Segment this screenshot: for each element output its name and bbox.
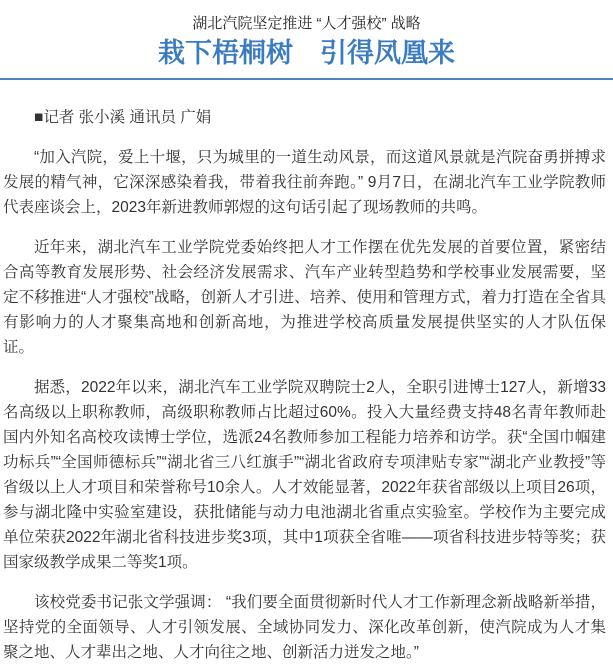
- article-page: [0, 14, 613, 665]
- article-paragraph: 该校党委书记张文学强调： “我们要全面贯彻新时代人才工作新理念新战略新举措，坚持党的全面领导、人才引领发展、全域协同发力、深化改革创新，使汽院成为人才集聚之地、人才辈出之地、人才向往之地、创新活力迸发之地。”: [3, 594, 606, 661]
- article-supertitle: 湖北汽院坚定推进 “人才强校” 战略: [192, 15, 421, 32]
- article-paragraph: “加入汽院，爱上十堰，只为城里的一道生动风景，而这道风景就是汽院奋勇拼搏求发展的精气神，它深深感染着我，带着我往前奔跑。” 9月7日，在湖北汽车工业学院教师代表座谈会上，2023年新进教师郭煜的这句话引起了现场教师的共鸣。: [3, 149, 606, 216]
- article-paragraph: 据悉，2022年以来，湖北汽车工业学院双聘院士2人，全职引进博士127人，新增33名高级以上职称教师，高级职称教师占比超过60%。投入大量经费支持48名青年教师赴国内外知名高校攻读博士学位，选派24名教师参加工程能力培养和访学。获“全国巾帼建功标兵”“全国师德标兵”“湖北省三八红旗手”“湖北省政府专项津贴专家”“湖北产业教授”等省级以上人才项目和荣誉称号10余人。人才效能显著，2022年获省部级以上项目26项，参与湖北隆中实验室建设，获批储能与动力电池湖北省重点实验室。学校作为主要完成单位荣获2022年湖北省科技进步奖3项，其中1项获全省唯——项省科技进步特等奖；获国家级教学成果二等奖1项。: [3, 379, 606, 571]
- article-paragraph: 近年来，湖北汽车工业学院党委始终把人才工作摆在优先发展的首要位置，紧密结合高等教育发展形势、社会经济发展需求、汽车产业转型趋势和学校事业发展需要，坚定不移推进“人才强校”战略，创新人才引进、培养、使用和管理方式，着力打造在全省具有影响力的人才聚集高地和创新高地，为推进学校高质量发展提供坚实的人才队伍保证。: [3, 239, 606, 356]
- title-divider: [0, 78, 613, 80]
- article-title: 栽下梧桐树 引得凤凰来: [158, 38, 455, 68]
- article-byline: ■记者 张小溪 通讯员 广娟: [34, 109, 212, 126]
